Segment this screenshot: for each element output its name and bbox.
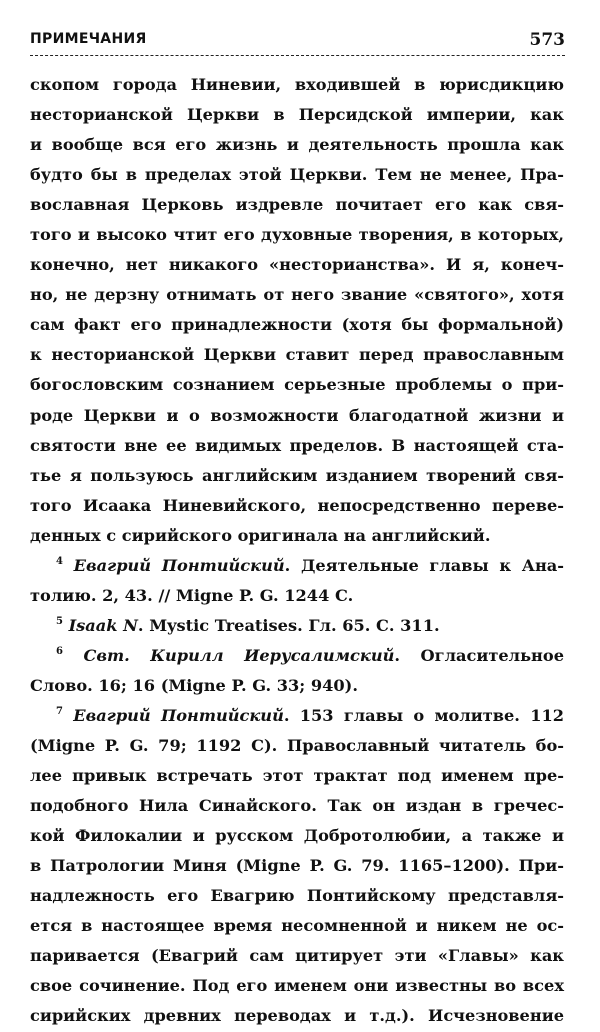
- footnote-line: сирийских древних переводах и т.д.). Исчезновение: [30, 1006, 564, 1026]
- footnote-line: (Migne P. G. 79; 1192 C). Православный читатель бо-: [30, 736, 564, 756]
- footnote-number: 7: [56, 705, 63, 717]
- footnote-5: [30, 611, 564, 641]
- footnote-number: 5: [56, 615, 63, 627]
- footnote-author: Isaak N: [68, 615, 138, 635]
- page-text: [30, 70, 564, 1032]
- body-line: сам факт его принадлежности (хотя бы формальной): [30, 315, 564, 335]
- footnote-line: в Патрологии Миня (Migne P. G. 79. 1165–1200). При-: [30, 856, 564, 876]
- footnote-line: ется в настоящее время несомненной и никем не ос-: [30, 916, 564, 936]
- body-line: скопом города Ниневии, входившей в юрисдикцию: [30, 75, 564, 94]
- body-line: того и высоко чтит его духовные творения, в которых,: [30, 225, 564, 245]
- footnote-7: [30, 701, 564, 731]
- footnote-number: 4: [56, 555, 63, 567]
- body-line: будто бы в пределах этой Церкви. Тем не менее, Пра-: [30, 165, 564, 185]
- body-line: роде Церкви и о возможности благодатной жизни и: [30, 405, 564, 425]
- body-line: святости вне ее видимых пределов. В настоящей ста-: [30, 435, 564, 455]
- body-line: несторианской Церкви в Персидской империи, как: [30, 105, 564, 125]
- body-line: денных с сирийского оригинала на английский.: [30, 525, 491, 545]
- footnote-line: лее привык встречать этот трактат под именем пре-: [30, 766, 564, 786]
- footnote-line: свое сочинение. Под его именем они известны во всех: [30, 976, 564, 996]
- body-line: но, не дерзну отнимать от него звание «святого», хотя: [30, 285, 564, 305]
- footnote-line: подобного Нила Синайского. Так он издан в гречес-: [30, 796, 564, 816]
- page-number: 573: [529, 30, 565, 50]
- footnote-6: [30, 641, 564, 671]
- footnote-text: . Mystic Treatises. Гл. 65. С. 311.: [137, 615, 440, 635]
- footnote-author: Свт. Кирилл Иерусалимский: [83, 645, 395, 665]
- footnote-author: Евагрий Понтийский: [73, 705, 284, 725]
- footnote-4: [30, 551, 564, 581]
- body-line: к несторианской Церкви ставит перед православным: [30, 345, 564, 365]
- footnote-text: . Деятельные главы к Ана-: [284, 555, 564, 575]
- footnote-author: Евагрий Понтийский: [73, 555, 285, 575]
- body-line: тье я пользуюсь английским изданием творений свя-: [30, 465, 564, 485]
- page-header: [30, 31, 565, 56]
- footnote-line: кой Филокалии и русском Добротолюбии, а также и: [30, 826, 564, 846]
- body-line: конечно, нет никакого «несторианства». И я, конеч-: [30, 255, 564, 275]
- footnote-line: Слово. 16; 16 (Migne P. G. 33; 940).: [30, 675, 358, 695]
- footnote-number: 6: [56, 645, 63, 657]
- body-line: того Исаака Ниневийского, непосредственно переве-: [30, 495, 564, 515]
- footnote-line: толию. 2, 43. // Migne P. G. 1244 C.: [30, 585, 354, 605]
- footnote-text: . Огласительное: [394, 645, 565, 665]
- footnote-line: паривается (Евагрий сам цитирует эти «Главы» как: [30, 946, 564, 966]
- body-line: и вообще вся его жизнь и деятельность прошла как: [30, 135, 564, 155]
- running-head: ПРИМЕЧАНИЯ: [30, 31, 147, 47]
- footnote-text: . 153 главы о молитве. 112: [283, 705, 565, 725]
- body-line: вославная Церковь издревле почитает его как свя-: [30, 195, 564, 215]
- body-line: богословским сознанием серьезные проблемы о при-: [30, 375, 564, 395]
- footnote-line: надлежность его Евагрию Понтийскому представля-: [30, 886, 564, 906]
